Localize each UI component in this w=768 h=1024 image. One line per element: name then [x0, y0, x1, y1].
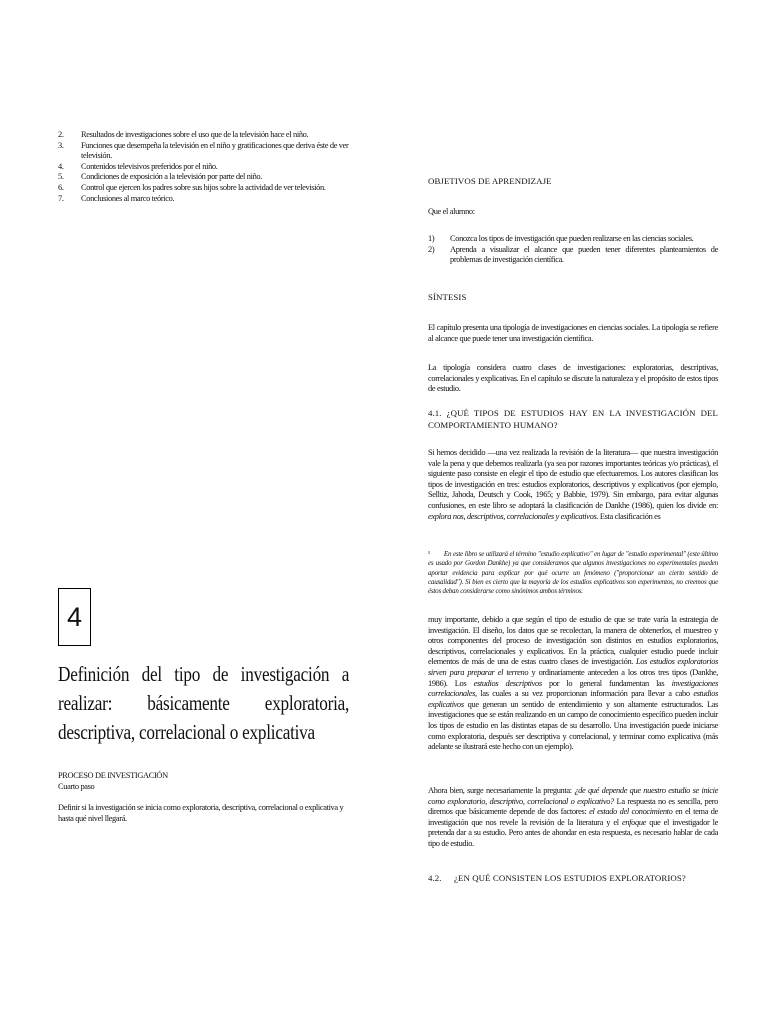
synthesis-p2: La tipología considera cuatro clases de investigaciones: exploratorias, descriptivas, correlacionales y explicativas. En el capítulo se discute la naturaleza y el propósito de estos tipos de estudio.	[428, 363, 718, 394]
text-run: Ahora bien, surge necesariamente la pregunta:	[428, 786, 575, 795]
list-text: Funciones que desempeña la televisión en el niño y gratificaciones que deriva éste de ver televisión.	[81, 140, 349, 161]
objective-text: Conozca los tipos de investigación que pueden realizarse en las ciencias sociales.	[450, 234, 694, 243]
list-num: 7.	[58, 193, 64, 203]
objective-num: 1)	[428, 234, 435, 243]
footnote-text: En este libro se utilizará el término "estudio explicativo" en lugar de "estudio experimental" (este último es usado por Gordon Dankhe) ya que consideramos que algunos investigaciones no experimentales pueden aportar evidencia para explicar por qué ocurre un fenómeno ("proporcionar un cierto sentido de causalidad"). Si bien es cierto que la mayoría de los estudios explicativos son experimentos, no creemos que éstos deban considerarse como sinónimos ambos términos.	[428, 550, 718, 596]
text-run-italic: descriptivos, correlacionales y explicativos.	[466, 511, 599, 521]
footnote-mark: ¹	[428, 550, 430, 558]
list-num: 4.	[58, 161, 64, 171]
list-item	[58, 194, 358, 205]
objective-num: 2)	[428, 244, 435, 254]
list-item	[58, 130, 358, 141]
section-4-2-heading	[428, 873, 718, 884]
section-4-1-p2	[428, 786, 718, 850]
text-run-italic: Los estudios exploratorios sirven para preparar el terreno	[428, 657, 718, 677]
list-text: Resultados de investigaciones sobre el uso que de la televisión hace el niño.	[81, 130, 309, 139]
list-num: 3.	[58, 140, 64, 150]
text-run: Si hemos decidido —una vez realizada la revisión de la literatura— que nuestra investigación vale la pena y que debemos realizarla (ya sea por razones importantes teóricas y/o prácticas), el siguiente paso consiste en elegir el tipo de estudio que efectuaremos. Los autores clasifican los tipos de investigación en tres: estudios exploratorios, descriptivos y explicativos (por ejemplo, Selltiz, Jahoda, Deutsch y Cook, 1965; y Babbie, 1979). Sin embargo, para evitar algunas confusiones, en este libro se adoptará la clasificación de Dankhe (1986), quien los divide en:	[428, 448, 718, 510]
list-item	[58, 183, 358, 194]
text-run-italic: enfoque	[621, 817, 647, 827]
objectives-heading: OBJETIVOS DE APRENDIZAJE	[428, 176, 552, 186]
list-num: 5.	[58, 172, 64, 182]
list-text: Condiciones de exposición a la televisión por parte del niño.	[81, 172, 262, 182]
text-run: por lo general fundamentan las	[541, 678, 672, 688]
chapter-number-box	[58, 588, 91, 646]
objectives-intro: Que el alumno:	[428, 207, 475, 216]
chapter-number: 4	[66, 601, 83, 632]
list-item	[58, 172, 358, 183]
text-run: que el investigador le pretenda dar a su estudio. Pero antes de ahondar en esta respuesta, es necesario hablar de cada tipo de estudio.	[428, 817, 719, 848]
text-run-italic: explora	[428, 511, 452, 521]
objective-text: Aprenda a visualizar el alcance que pueden tener diferentes planteamientos de problemas de investigación científica.	[450, 244, 718, 265]
process-label: PROCESO DE INVESTIGACIÓN	[58, 771, 168, 780]
footnote	[428, 550, 718, 596]
list-item	[58, 162, 358, 173]
left-list	[58, 130, 358, 204]
chapter-title: Definición del tipo de investigación a realizar: básicamente exploratoria, descriptiva, correlacional o explicativa	[58, 662, 350, 744]
text-run: que generan un sentido de entendimiento y son altamente estructurados. Las investigaciones que se están realizando en un campo de conocimiento específico pueden incluir los tipos de estudio en las distintas etapas de su desarrollo. Una investigación puede iniciarse como exploratoria, después ser descriptiva y correlacional, y terminar como explicativa (más adelante se ilustrará este hecho con un ejemplo).	[428, 699, 718, 752]
text-run-italic: nos,	[451, 511, 467, 521]
text-run-italic: estudios explicativos	[428, 689, 718, 709]
synthesis-p1: El capítulo presenta una tipología de investigaciones en ciencias sociales. La tipología se refiere al alcance que puede tener una investigación científica.	[428, 323, 718, 343]
text-run-italic: el estado del conocimiento	[589, 807, 673, 817]
step-label: Cuarto paso	[58, 781, 95, 791]
text-run-italic: estudios descriptivos	[473, 678, 542, 688]
list-num: 6.	[58, 182, 64, 192]
text-run: Esta clasificación es	[598, 511, 661, 521]
list-item	[58, 141, 358, 162]
text-run: en el tema de investigación que nos revele la revisión de la literatura y el	[428, 807, 718, 827]
objective-item	[428, 234, 718, 245]
text-run-italic: investigaciones correlacionales,	[428, 678, 718, 699]
objective-item	[428, 245, 718, 266]
text-run: muy importante, debido a que según el tipo de estudio de que se trate varía la estrategia de investigación. El diseño, los datos que se recolectan, la manera de obtenerlos, el muestreo y otros componentes del proceso de investigación son distintos en estudios exploratorios, descriptivos, correlacionales y explicativos. En la práctica, cualquier estudio puede incluir elementos de más de una de estas cuatro clases de investigación.	[428, 615, 718, 667]
list-text: Control que ejercen los padres sobre sus hijos sobre la actividad de ver televisión.	[81, 182, 326, 192]
objectives-list	[428, 234, 718, 266]
section-4-1-p1	[428, 448, 718, 522]
list-num: 2.	[58, 130, 64, 139]
text-run-italic: ¿de qué depende que nuestro estudio se inicie como exploratorio, descriptivo, correlacional o explicativo?	[428, 786, 718, 806]
text-run: La respuesta no es sencilla, pero diremos que básicamente depende de dos factores:	[428, 796, 718, 817]
section-number: 4.2.	[428, 873, 442, 883]
list-text: Contenidos televisivos preferidos por el niño.	[81, 161, 218, 171]
text-run: las cuales a su vez proporcionan información para llevar a cabo	[476, 689, 694, 699]
text-run: y ordinariamente anteceden a los otros tres tipos (Dankhe, 1986). Los	[428, 667, 718, 688]
section-4-1-heading: 4.1. ¿QUÉ TIPOS DE ESTUDIOS HAY EN LA INVESTIGACIÓN DEL COMPORTAMIENTO HUMANO?	[428, 408, 718, 430]
list-text: Conclusiones al marco teórico.	[81, 193, 175, 203]
step-text: Definir si la investigación se inicia como exploratoria, descriptiva, correlacional o explicativa y hasta qué nivel llegará.	[58, 803, 344, 823]
section-4-1-p1-continued	[428, 615, 718, 753]
section-title: ¿EN QUÉ CONSISTEN LOS ESTUDIOS EXPLORATORIOS?	[454, 873, 686, 883]
process-block	[58, 771, 348, 824]
synthesis-heading: SÍNTESIS	[428, 292, 467, 302]
